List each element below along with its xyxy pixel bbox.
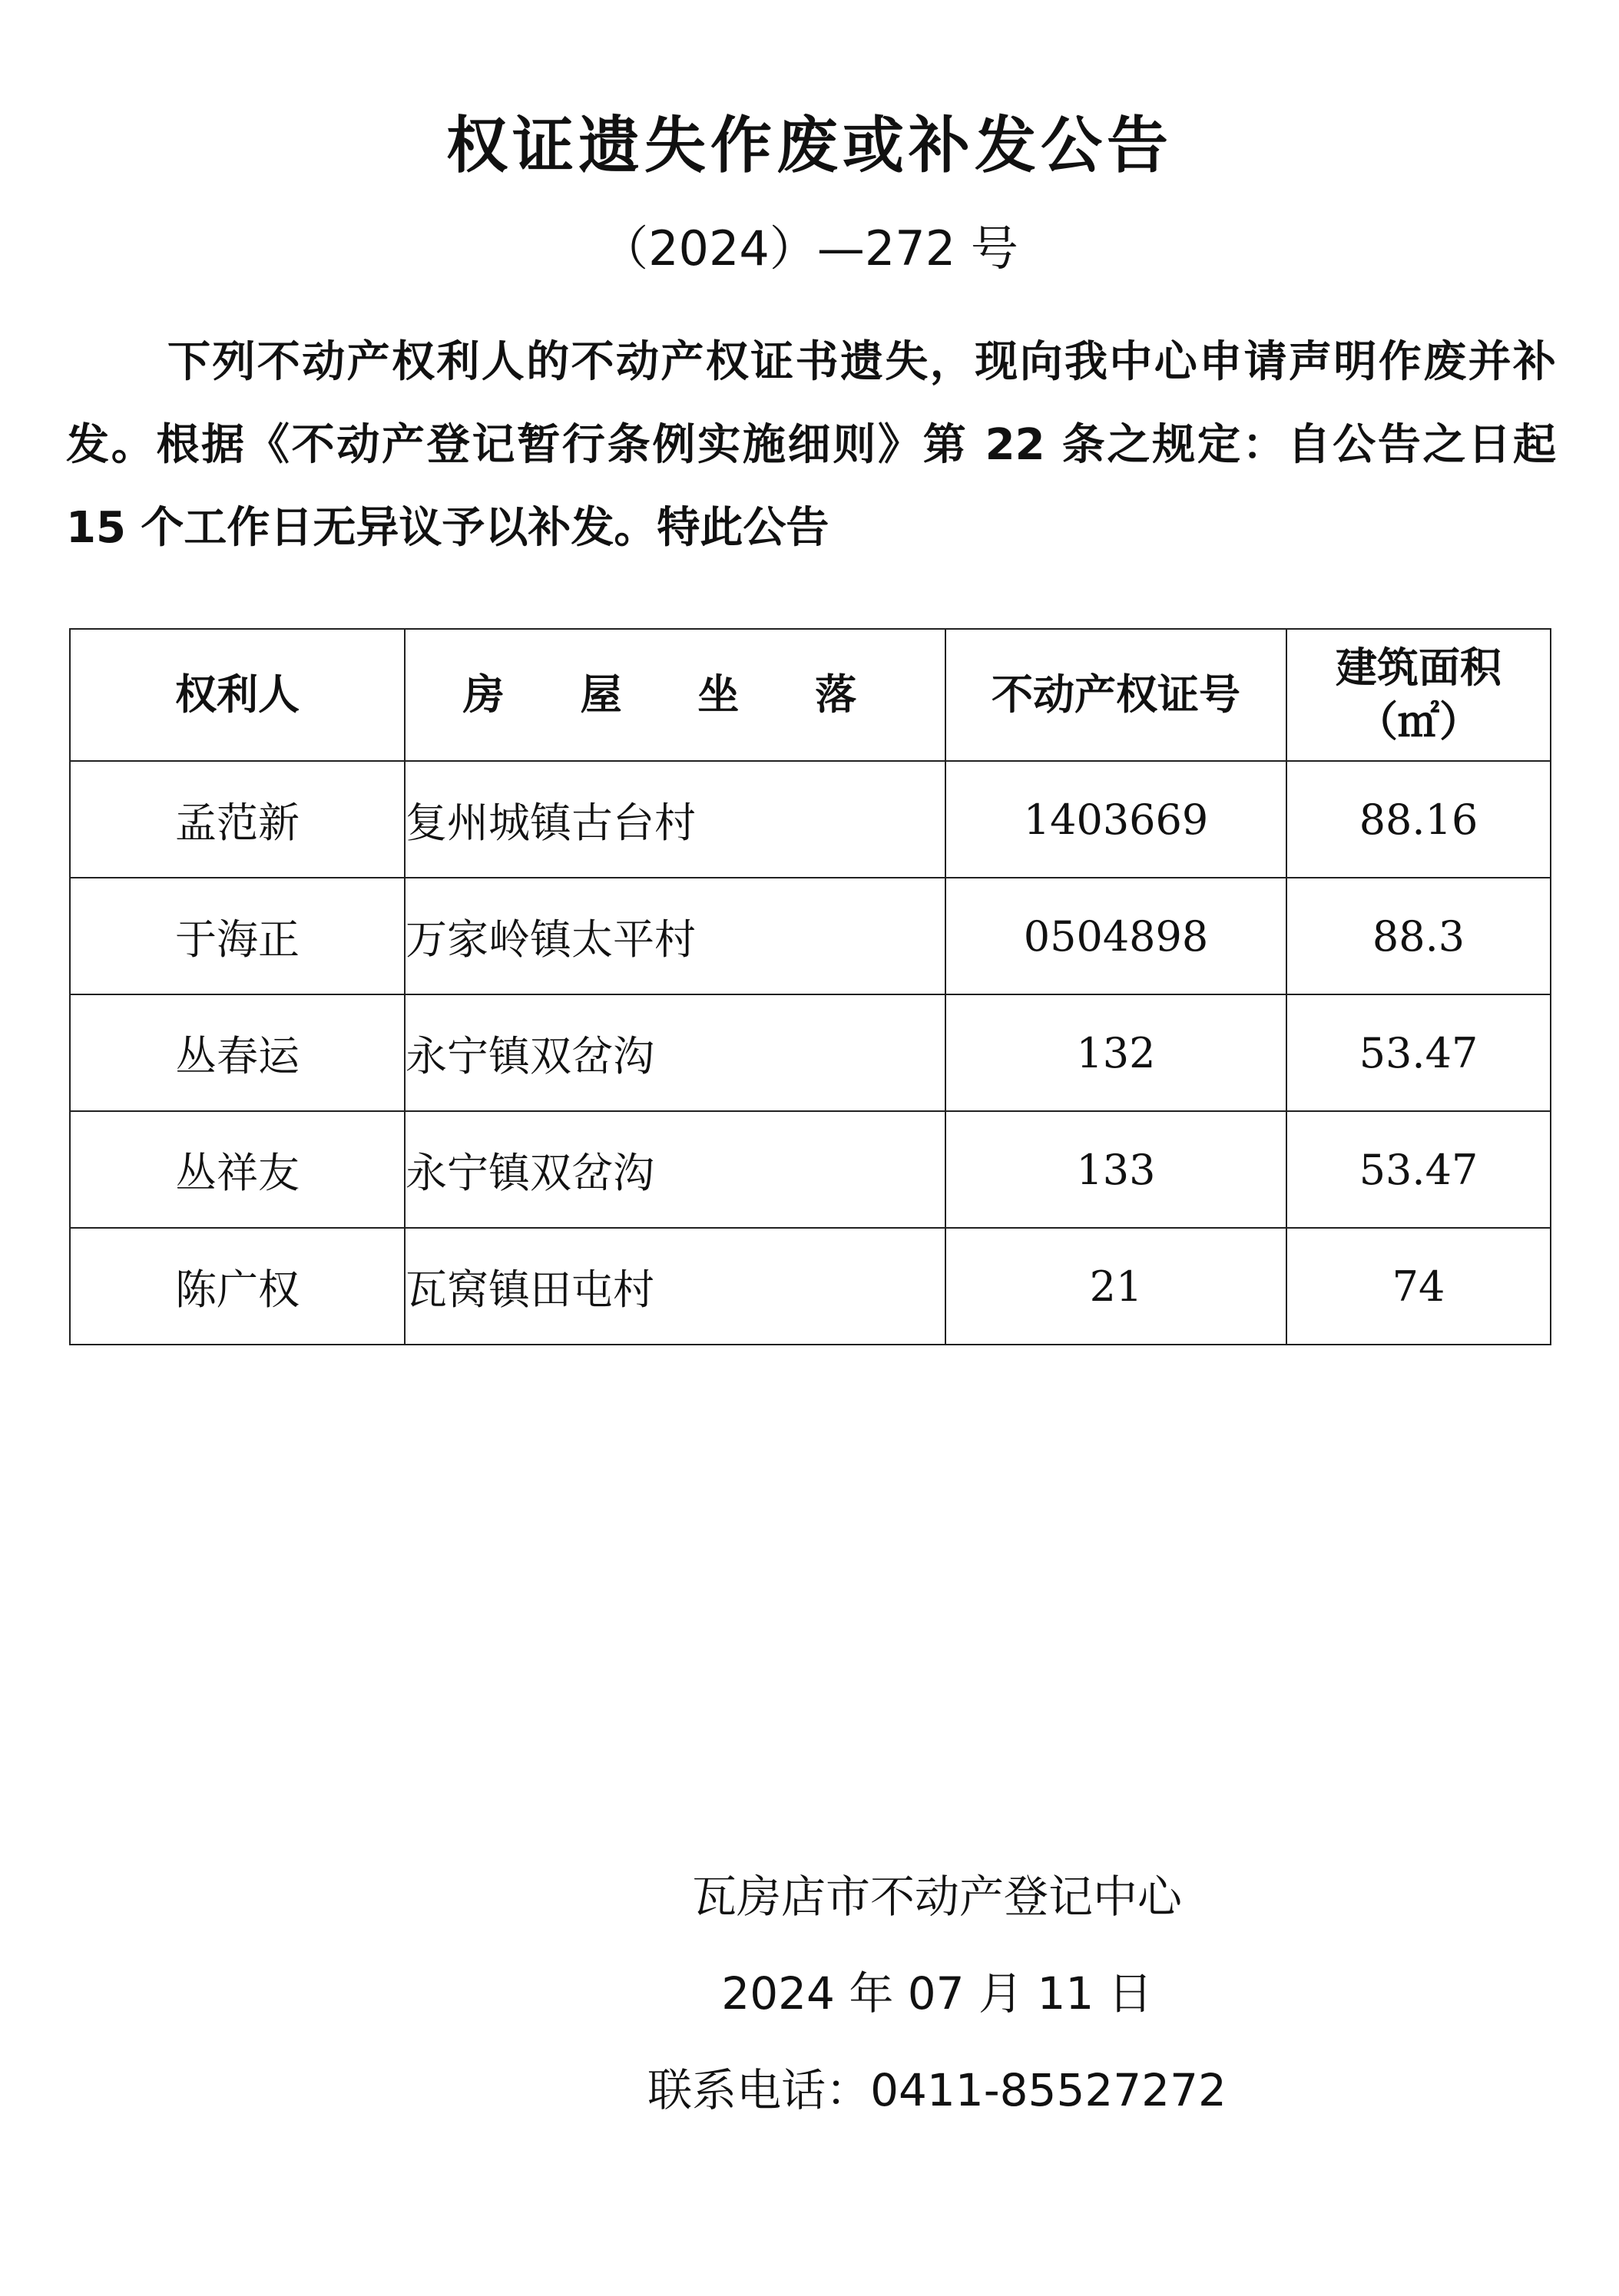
cell-area: 53.47 bbox=[1286, 1111, 1551, 1228]
cell-cert-no: 21 bbox=[945, 1228, 1286, 1345]
cell-cert-no: 0504898 bbox=[945, 878, 1286, 994]
issuing-organization: 瓦房店市不动产登记中心 bbox=[691, 1871, 1182, 1923]
header-area bbox=[1286, 629, 1551, 761]
header-area-line2: （㎡） bbox=[1356, 697, 1481, 746]
contact-phone: 联系电话：0411-85527272 bbox=[647, 2064, 1227, 2116]
cell-area: 53.47 bbox=[1286, 994, 1551, 1111]
header-holder: 权利人 bbox=[70, 629, 405, 761]
cell-cert-no: 1403669 bbox=[945, 761, 1286, 878]
issue-date: 2024 年 07 月 11 日 bbox=[721, 1967, 1153, 2020]
notice-table bbox=[69, 628, 1551, 1345]
cell-holder: 于海正 bbox=[70, 878, 405, 994]
header-area-line1: 建筑面积 bbox=[1336, 643, 1501, 692]
table-row bbox=[70, 1111, 1551, 1228]
cell-cert-no: 132 bbox=[945, 994, 1286, 1111]
cell-area: 74 bbox=[1286, 1228, 1551, 1345]
cell-location: 永宁镇双岔沟 bbox=[405, 1111, 945, 1228]
table-row bbox=[70, 761, 1551, 878]
cell-cert-no: 133 bbox=[945, 1111, 1286, 1228]
cell-holder: 陈广权 bbox=[70, 1228, 405, 1345]
cell-location: 永宁镇双岔沟 bbox=[405, 994, 945, 1111]
cell-area: 88.3 bbox=[1286, 878, 1551, 994]
page-title: 权证遗失作废或补发公告 bbox=[446, 110, 1173, 181]
table-header-row bbox=[70, 629, 1551, 761]
table-row bbox=[70, 878, 1551, 994]
cell-holder: 丛祥友 bbox=[70, 1111, 405, 1228]
header-cert-no: 不动产权证号 bbox=[945, 629, 1286, 761]
header-location: 房 屋 坐 落 bbox=[405, 629, 945, 761]
document-number: （2024）—272 号 bbox=[601, 220, 1018, 276]
notice-body: 下列不动产权利人的不动产权证书遗失，现向我中心申请声明作废并补发。根据《不动产登记暂行条例实施细则》第 22 条之规定：自公告之日起 15 个工作日无异议予以补发。特此公告 bbox=[66, 337, 1556, 553]
cell-holder: 孟范新 bbox=[70, 761, 405, 878]
cell-area: 88.16 bbox=[1286, 761, 1551, 878]
table-row bbox=[70, 994, 1551, 1111]
cell-holder: 丛春运 bbox=[70, 994, 405, 1111]
cell-location: 万家岭镇太平村 bbox=[405, 878, 945, 994]
cell-location: 瓦窝镇田屯村 bbox=[405, 1228, 945, 1345]
table-row bbox=[70, 1228, 1551, 1345]
cell-location: 复州城镇古台村 bbox=[405, 761, 945, 878]
